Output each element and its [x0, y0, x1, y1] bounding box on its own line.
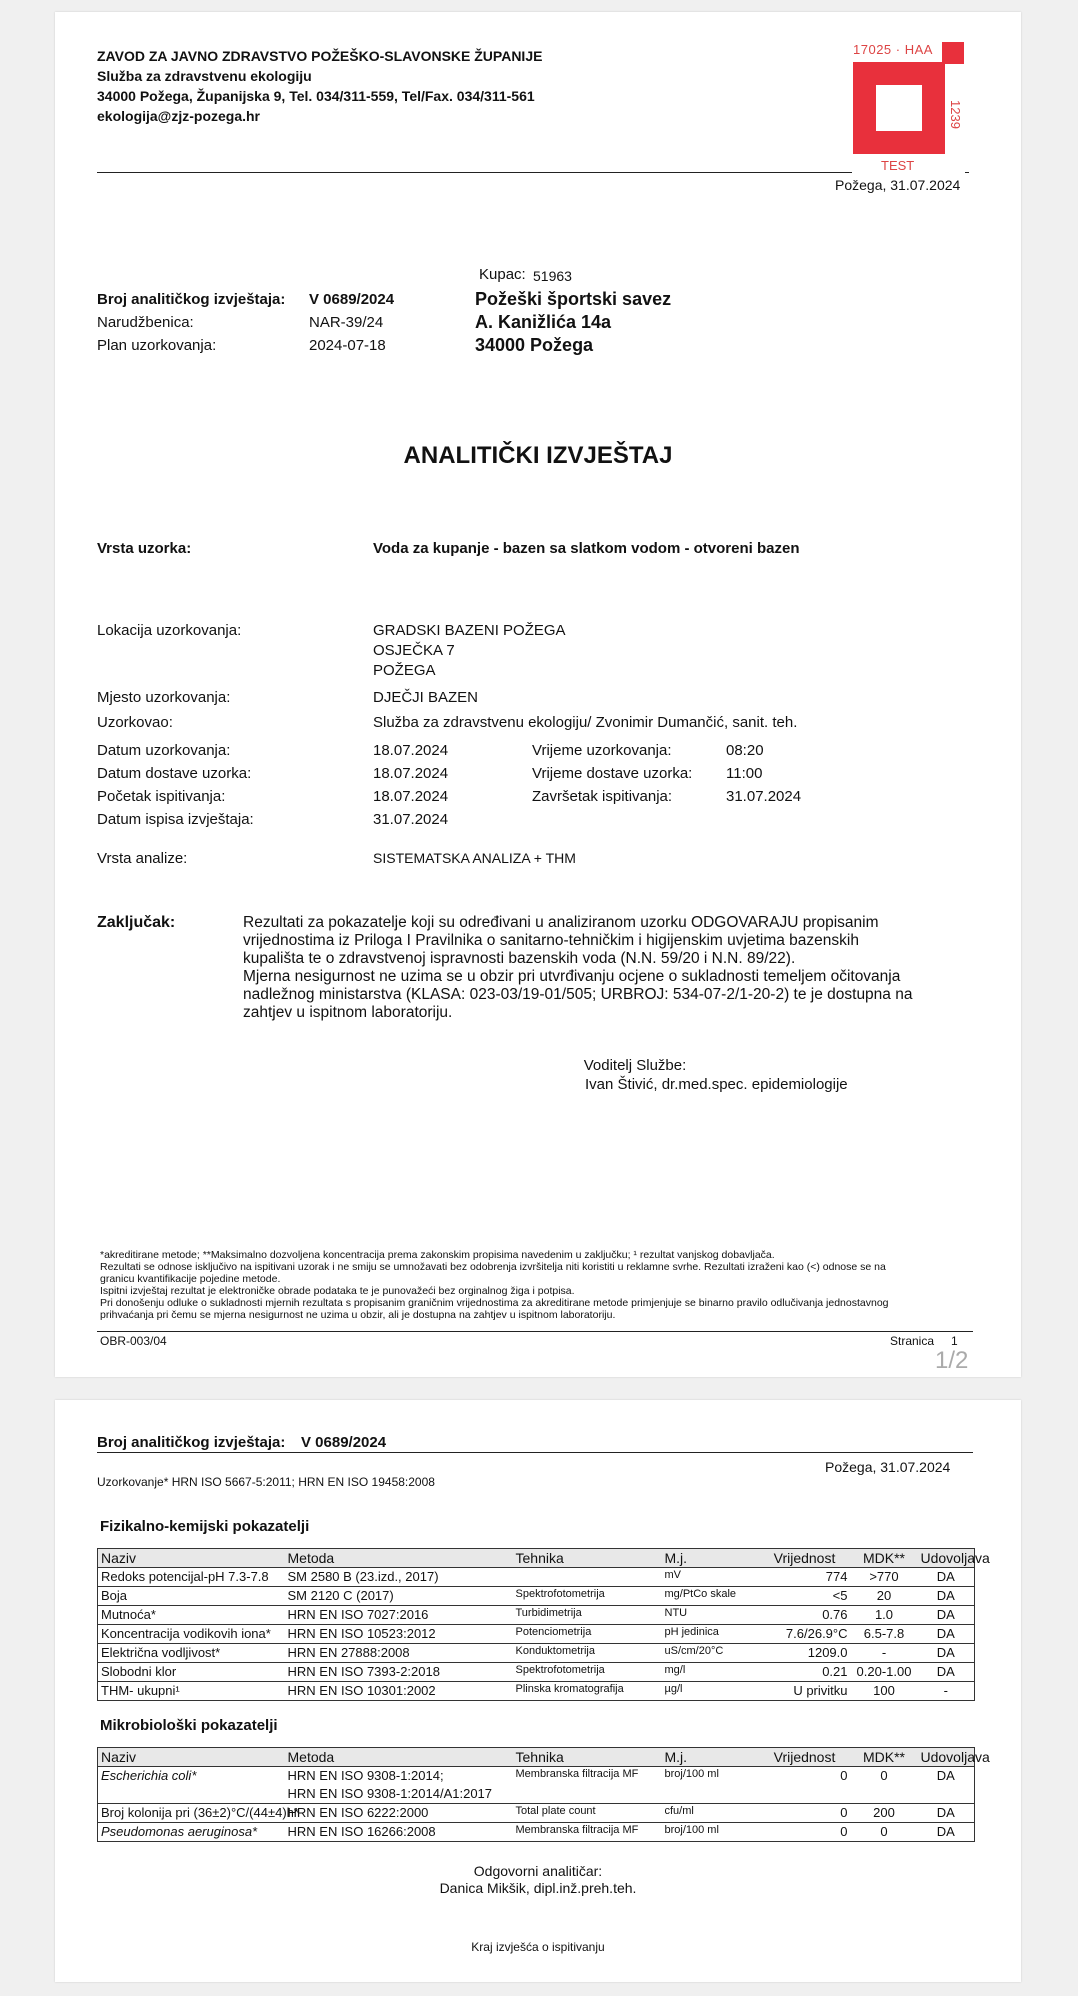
analysis-label: Vrsta analize: — [97, 850, 188, 867]
table-cell: 1209.0 — [759, 1644, 851, 1663]
location-line-2: OSJEČKA 7 — [373, 642, 455, 659]
table-cell: Boja — [98, 1587, 285, 1606]
table-row — [98, 1644, 975, 1663]
table-cell: Potenciometrija — [513, 1625, 662, 1644]
order-label: Narudžbenica: — [97, 314, 194, 331]
table-cell: 20 — [851, 1587, 918, 1606]
table-cell: 0 — [759, 1767, 851, 1786]
table-cell: Escherichia coli* — [98, 1767, 285, 1786]
table-cell: mg/PtCo skale — [662, 1587, 759, 1606]
time-sampling-label: Vrijeme uzorkovanja: — [532, 742, 672, 759]
table-cell: HRN EN ISO 10523:2012 — [285, 1625, 513, 1644]
signature-role: Voditelj Službe: — [583, 1057, 687, 1074]
p2-report-no-label: Broj analitičkog izvještaja: — [97, 1434, 286, 1451]
accreditation-logo-side: 1239 — [948, 100, 963, 129]
table-cell: HRN EN ISO 9308-1:2014; — [285, 1767, 513, 1786]
date-delivery-label: Datum dostave uzorka: — [97, 765, 252, 782]
table-cell: SM 2580 B (23.izd., 2017) — [285, 1568, 513, 1587]
table-cell: DA — [918, 1568, 975, 1587]
customer-label: Kupac: — [479, 266, 526, 283]
table-cell: Total plate count — [513, 1804, 662, 1823]
p2-sampling-methods: Uzorkovanje* HRN ISO 5667-5:2011; HRN EN ISO 19458:2008 — [97, 1475, 435, 1489]
table-row — [98, 1767, 975, 1786]
table-cell — [98, 1785, 285, 1804]
table-cell: 7.6/26.9°C — [759, 1625, 851, 1644]
sampler-value: Služba za zdravstvenu ekologiju/ Zvonimir Dumančić, sanit. teh. — [373, 714, 798, 731]
table-cell: DA — [918, 1767, 975, 1786]
service-name: Služba za zdravstvenu ekologiju — [97, 68, 312, 84]
table-cell: DA — [918, 1606, 975, 1625]
print-date-label: Datum ispisa izvještaja: — [97, 811, 254, 828]
header-divider — [97, 172, 852, 173]
table-cell: Slobodni klor — [98, 1663, 285, 1682]
table-cell: HRN EN ISO 9308-1:2014/A1:2017 — [287, 1786, 493, 1801]
table-cell: - — [918, 1682, 975, 1701]
test-start-label: Početak ispitivanja: — [97, 788, 226, 805]
table-row — [98, 1663, 975, 1682]
table-header-row — [98, 1549, 975, 1568]
table-cell — [513, 1785, 662, 1804]
table-header-row — [98, 1748, 975, 1767]
date-delivery: 18.07.2024 — [373, 765, 449, 782]
table-cell: µg/l — [662, 1682, 759, 1701]
table-cell: SM 2120 C (2017) — [285, 1587, 513, 1606]
table-cell: Broj kolonija pri (36±2)°C/(44±4)h* — [98, 1804, 285, 1823]
sampler-label: Uzorkovao: — [97, 714, 173, 731]
location-line-3: POŽEGA — [373, 662, 436, 679]
table-cell: mg/l — [662, 1663, 759, 1682]
table-row — [98, 1785, 975, 1804]
table-cell: 0 — [759, 1823, 851, 1842]
org-name: ZAVOD ZA JAVNO ZDRAVSTVO POŽEŠKO-SLAVONSKE ŽUPANIJE — [97, 48, 543, 64]
page-label: Stranica — [890, 1334, 935, 1348]
table-cell: Membranska filtracija MF — [513, 1823, 662, 1842]
table-cell: uS/cm/20°C — [662, 1644, 759, 1663]
column-header: Tehnika — [513, 1748, 662, 1767]
table-cell: Koncentracija vodikovih iona* — [98, 1625, 285, 1644]
table-cell: DA — [918, 1823, 975, 1842]
column-header: Metoda — [285, 1748, 513, 1767]
table-cell: cfu/ml — [662, 1804, 759, 1823]
location-label: Lokacija uzorkovanja: — [97, 622, 242, 639]
customer-street: A. Kanižlića 14a — [475, 312, 612, 332]
order-number: NAR-39/24 — [309, 314, 384, 331]
table-cell: 6.5-7.8 — [851, 1625, 918, 1644]
conclusion-text: Rezultati za pokazatelje koji su određivani u analiziranom uzorku ODGOVARAJU propisanim vrijednostima iz Priloga I Pravilnika o sanitarno-tehničkim i higijenskim uvjetima bazenskih kupališta te o zdravstvenoj ispravnosti bazenskih voda (N.N. 59/20 i N.N. 89/22). Mjerna nesigurnost ne uzima se u obzir pri utvrđivanju ocjene o sukladnosti temeljem očitovanja nadležnog ministarstva (KLASA: 023-03/19-01/505; URBROJ: 534-07-2/1-20-2) te je dostupna na zahtjev u ispitnom laboratoriju. — [243, 914, 913, 1021]
table-cell: DA — [918, 1625, 975, 1644]
test-end-label: Završetak ispitivanja: — [532, 788, 673, 805]
table-cell: HRN EN 27888:2008 — [285, 1644, 513, 1663]
table-cell — [513, 1568, 662, 1587]
table-cell: Turbidimetrija — [513, 1606, 662, 1625]
table-row — [98, 1568, 975, 1587]
date-sampling: 18.07.2024 — [373, 742, 449, 759]
column-header: M.j. — [662, 1549, 759, 1568]
table-cell: 1.0 — [851, 1606, 918, 1625]
table-cell: Konduktometrija — [513, 1644, 662, 1663]
column-header: MDK** — [851, 1748, 918, 1767]
table-cell: 0.76 — [759, 1606, 851, 1625]
table-cell: broj/100 ml — [662, 1767, 759, 1786]
customer-city: 34000 Požega — [475, 335, 594, 355]
logo-corner — [942, 42, 964, 64]
phys-chem-table — [97, 1548, 990, 1701]
report-no: V 0689/2024 — [309, 291, 395, 308]
table-cell — [759, 1785, 851, 1804]
table-cell: NTU — [662, 1606, 759, 1625]
table-cell: 200 — [851, 1804, 918, 1823]
analyst-role: Odgovorni analitičar: — [473, 1863, 603, 1879]
column-header: Udovoljava — [918, 1748, 975, 1767]
table-cell: HRN EN ISO 7393-2:2018 — [285, 1663, 513, 1682]
conclusion-label: Zaključak: — [97, 914, 176, 931]
sample-type-label: Vrsta uzorka: — [97, 540, 192, 557]
phys-chem-title: Fizikalno-kemijski pokazatelji — [100, 1518, 310, 1535]
column-header: Vrijednost — [759, 1549, 851, 1568]
report-title: ANALITIČKI IZVJEŠTAJ — [403, 442, 673, 469]
accreditation-logo-bottom: TEST — [881, 158, 915, 173]
p2-report-no: V 0689/2024 — [301, 1434, 387, 1451]
report-page-2 — [55, 1400, 1021, 1982]
table-cell — [662, 1785, 759, 1804]
org-address: 34000 Požega, Županijska 9, Tel. 034/311-559, Tel/Fax. 034/311-561 — [97, 88, 535, 104]
p2-place-date: Požega, 31.07.2024 — [825, 1459, 951, 1475]
table-cell: >770 — [851, 1568, 918, 1587]
table-cell: Pseudomonas aeruginosa* — [98, 1823, 285, 1842]
column-header: Tehnika — [513, 1549, 662, 1568]
sample-type: Voda za kupanje - bazen sa slatkom vodom - otvoreni bazen — [373, 540, 800, 557]
footnotes: *akreditirane metode; **Maksimalno dozvoljena koncentracija prema zakonskim propisima navedenim u zaključku; ¹ rezultat vanjskog dobavljača. Rezultati se odnose isključivo na ispitivani uzorak i ne smiju se umnožavati bez odobrenja izvršitelja niti koristiti u reklamne svrhe. Rezultati izraženi kao (<) odnose se na granicu kvantifikacije pojedine metode. Ispitni izvještaj rezultat je elektroničke obrade podataka te je punovažeći bez orginalnog žiga i potpisa. Pri donošenju odluke o sukladnosti mjernih rezultata s propisanim graničnim vrijednostima za akreditirane metode primjenjuje se binarno pravilo odlučivanja jednostavnog prihvaćanja pri čemu se mjerna nesigurnost ne uzima u obzir, ali je dostupna na zahtjev u ispitnom laboratoriju. — [100, 1249, 889, 1321]
table-cell — [851, 1785, 918, 1804]
print-date: 31.07.2024 — [373, 811, 449, 828]
table-cell: Spektrofotometrija — [513, 1663, 662, 1682]
analysis-type: SISTEMATSKA ANALIZA + THM — [373, 850, 576, 866]
date-sampling-label: Datum uzorkovanja: — [97, 742, 231, 759]
signature-name: Ivan Štivić, dr.med.spec. epidemiologije — [585, 1076, 848, 1093]
column-header: Udovoljava — [918, 1549, 975, 1568]
end-of-report: Kraj izvješća o ispitivanju — [471, 1940, 605, 1954]
table-cell: 0.21 — [759, 1663, 851, 1682]
org-email: ekologija@zjz-pozega.hr — [97, 108, 261, 124]
customer-id: 51963 — [533, 268, 572, 284]
table-cell: 100 — [851, 1682, 918, 1701]
micro-title: Mikrobiološki pokazatelji — [100, 1717, 278, 1734]
customer-name: Požeški športski savez — [475, 289, 672, 309]
accreditation-logo-top: 17025 · HAA — [853, 42, 933, 57]
p2-header-divider — [97, 1452, 973, 1453]
plan-date: 2024-07-18 — [309, 337, 386, 354]
place-value: DJEČJI BAZEN — [373, 689, 479, 706]
plan-label: Plan uzorkovanja: — [97, 337, 217, 354]
table-cell: U privitku — [759, 1682, 851, 1701]
form-code: OBR-003/04 — [100, 1334, 167, 1348]
table-cell: 0 — [851, 1823, 918, 1842]
table-cell: mV — [662, 1568, 759, 1587]
micro-table — [97, 1747, 990, 1842]
accreditation-logo — [853, 62, 945, 154]
table-cell: broj/100 ml — [662, 1823, 759, 1842]
analyst-name: Danica Mikšik, dipl.inž.preh.teh. — [439, 1880, 637, 1896]
table-cell: HRN EN ISO 10301:2002 — [285, 1682, 513, 1701]
test-start: 18.07.2024 — [373, 788, 449, 805]
viewer-page-indicator: 1/2 — [935, 1347, 969, 1374]
table-cell: Mutnoća* — [98, 1606, 285, 1625]
table-cell: pH jedinica — [662, 1625, 759, 1644]
table-cell: 0 — [851, 1767, 918, 1786]
place-date: Požega, 31.07.2024 — [835, 177, 961, 193]
column-header: Vrijednost — [759, 1748, 851, 1767]
report-page-1 — [55, 12, 1021, 1377]
footer-divider — [97, 1331, 973, 1332]
table-cell: DA — [918, 1663, 975, 1682]
table-cell: HRN EN ISO 7027:2016 — [285, 1606, 513, 1625]
column-header: Naziv — [98, 1549, 285, 1568]
location-line-1: GRADSKI BAZENI POŽEGA — [373, 622, 566, 639]
table-cell: - — [851, 1644, 918, 1663]
place-label: Mjesto uzorkovanja: — [97, 689, 231, 706]
table-cell: DA — [918, 1644, 975, 1663]
table-row — [98, 1682, 975, 1701]
table-cell: Membranska filtracija MF — [513, 1767, 662, 1786]
column-header: Metoda — [285, 1549, 513, 1568]
table-cell: <5 — [759, 1587, 851, 1606]
table-cell: Spektrofotometrija — [513, 1587, 662, 1606]
table-row — [98, 1606, 975, 1625]
table-cell: DA — [918, 1587, 975, 1606]
time-delivery: 11:00 — [726, 765, 763, 782]
table-row — [98, 1823, 975, 1842]
report-no-label: Broj analitičkog izvještaja: — [97, 291, 286, 308]
table-cell: Redoks potencijal-pH 7.3-7.8 — [98, 1568, 285, 1587]
table-cell: Električna vodljivost* — [98, 1644, 285, 1663]
time-delivery-label: Vrijeme dostave uzorka: — [532, 765, 693, 782]
column-header: Naziv — [98, 1748, 285, 1767]
table-cell — [918, 1785, 975, 1804]
time-sampling: 08:20 — [726, 742, 764, 759]
table-cell: 0 — [759, 1804, 851, 1823]
test-end: 31.07.2024 — [726, 788, 802, 805]
table-row — [98, 1625, 975, 1644]
table-cell: 0.20-1.00 — [851, 1663, 918, 1682]
table-cell: HRN EN ISO 6222:2000 — [285, 1804, 513, 1823]
table-cell: THM- ukupni¹ — [98, 1682, 285, 1701]
column-header: MDK** — [851, 1549, 918, 1568]
table-row — [98, 1587, 975, 1606]
table-cell: 774 — [759, 1568, 851, 1587]
table-cell: Plinska kromatografija — [513, 1682, 662, 1701]
page-number: 1 — [951, 1334, 958, 1348]
table-cell: DA — [918, 1804, 975, 1823]
table-cell: HRN EN ISO 16266:2008 — [285, 1823, 513, 1842]
table-row — [98, 1804, 975, 1823]
column-header: M.j. — [662, 1748, 759, 1767]
